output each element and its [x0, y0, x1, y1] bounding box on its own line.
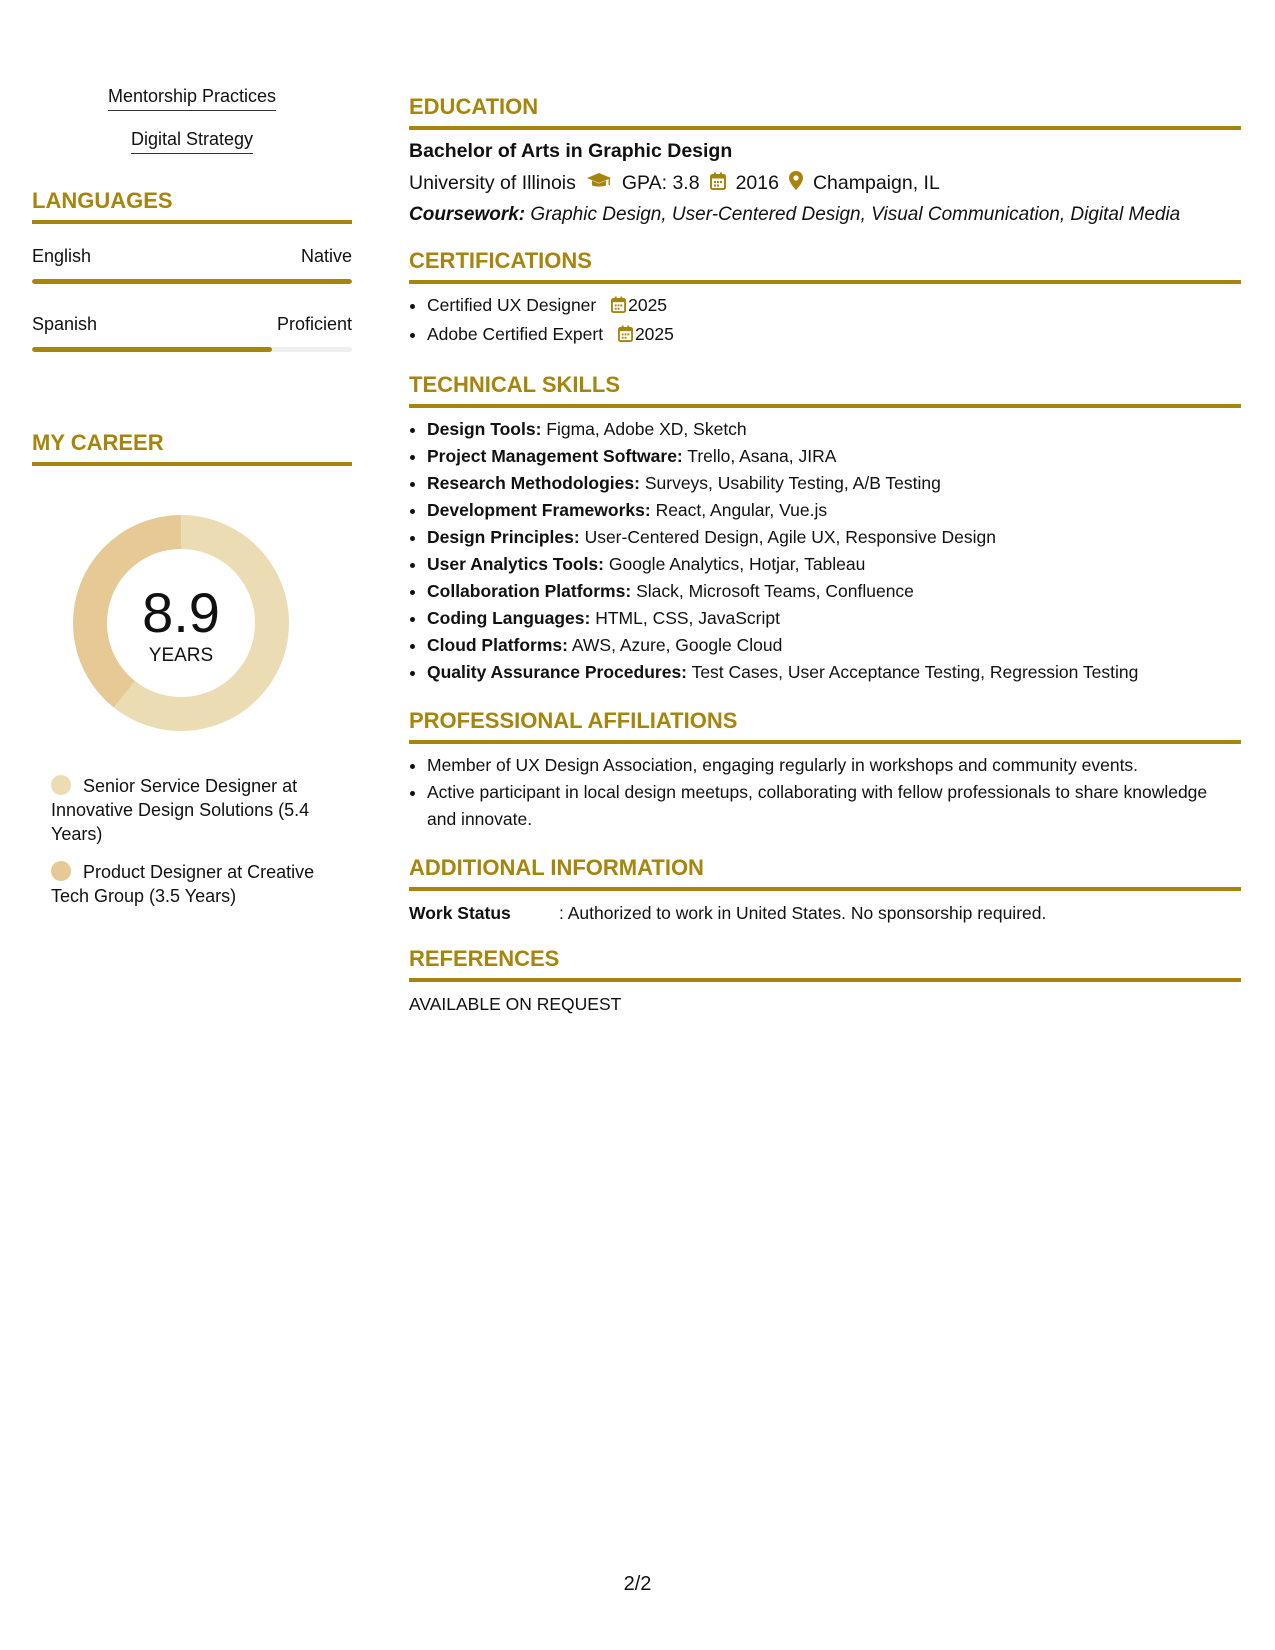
skill-label: Design Tools:	[427, 419, 542, 439]
additional-info-section	[409, 855, 1241, 924]
coursework-label: Coursework:	[409, 204, 526, 225]
languages-title: LANGUAGES	[32, 188, 352, 224]
work-status-row	[409, 903, 1241, 924]
skill-value: Test Cases, User Acceptance Testing, Regression Testing	[691, 662, 1139, 682]
certifications-section	[409, 248, 1241, 350]
skill-item	[427, 578, 1241, 605]
language-proficiency-fill	[32, 347, 272, 352]
technical-skills-title: TECHNICAL SKILLS	[409, 372, 1241, 408]
affiliation-item: • Member of UX Design Association, engaging regularly in workshops and community events.	[427, 752, 1241, 779]
sidebar	[32, 86, 352, 922]
language-item	[32, 314, 352, 352]
skill-tag	[32, 86, 352, 111]
certification-year: 2025	[628, 295, 668, 315]
main-content	[409, 94, 1241, 1015]
calendar-icon	[611, 294, 626, 321]
education-title: EDUCATION	[409, 94, 1241, 130]
work-status-value: : Authorized to work in United States. No sponsorship required.	[559, 903, 1047, 923]
skill-value: React, Angular, Vue.js	[655, 500, 828, 520]
affiliations-title: PROFESSIONAL AFFILIATIONS	[409, 708, 1241, 744]
references-text: AVAILABLE ON REQUEST	[409, 994, 622, 1014]
references-section	[409, 946, 1241, 1015]
career-total-value: 8.9	[142, 581, 220, 644]
language-name: English	[32, 246, 92, 266]
skill-label: Development Frameworks:	[427, 500, 651, 520]
career-legend	[32, 774, 352, 908]
skill-item	[427, 497, 1241, 524]
certifications-title: CERTIFICATIONS	[409, 248, 1241, 284]
skill-value: Slack, Microsoft Teams, Confluence	[636, 581, 914, 601]
career-legend-label: Senior Service Designer at Innovative Design Solutions (5.4 Years)	[51, 776, 310, 844]
career-total-unit: YEARS	[148, 645, 214, 666]
skill-label: User Analytics Tools:	[427, 554, 604, 574]
skill-value: HTML, CSS, JavaScript	[595, 608, 780, 628]
skill-value: Surveys, Usability Testing, A/B Testing	[644, 473, 941, 493]
skill-item	[427, 524, 1241, 551]
education-details	[409, 171, 1241, 196]
skill-value: AWS, Azure, Google Cloud	[571, 635, 783, 655]
skill-item	[427, 551, 1241, 578]
skill-value: Google Analytics, Hotjar, Tableau	[608, 554, 866, 574]
skill-label: Design Principles:	[427, 527, 580, 547]
career-legend-item	[51, 860, 352, 908]
skill-item	[427, 443, 1241, 470]
skill-label: Research Methodologies:	[427, 473, 640, 493]
career-legend-dot	[51, 861, 71, 881]
graduation-cap-icon	[586, 172, 612, 196]
certification-item	[427, 321, 1241, 350]
language-level: Proficient	[276, 314, 352, 334]
language-proficiency-fill	[32, 279, 352, 284]
skill-label: Coding Languages:	[427, 608, 591, 628]
skill-tag-label: Mentorship Practices	[108, 86, 276, 111]
location-pin-icon	[789, 171, 803, 196]
skill-label: Project Management Software:	[427, 446, 683, 466]
skill-value: User-Centered Design, Agile UX, Responsive Design	[584, 527, 997, 547]
skill-value: Trello, Asana, JIRA	[687, 446, 837, 466]
education-coursework	[409, 204, 1241, 226]
certification-name: Certified UX Designer	[427, 295, 597, 315]
education-school: University of Illinois	[409, 172, 576, 194]
calendar-icon	[618, 323, 633, 350]
additional-info-title: ADDITIONAL INFORMATION	[409, 855, 1241, 891]
language-item	[32, 246, 352, 284]
coursework-value: Graphic Design, User-Centered Design, Visual Communication, Digital Media	[530, 204, 1181, 225]
skill-item	[427, 470, 1241, 497]
skill-value: Figma, Adobe XD, Sketch	[546, 419, 747, 439]
career-title: MY CAREER	[32, 430, 352, 466]
education-gpa: GPA: 3.8	[621, 172, 700, 194]
education-year: 2016	[735, 172, 779, 194]
certification-year: 2025	[634, 324, 674, 344]
skill-label: Collaboration Platforms:	[427, 581, 632, 601]
skill-item	[427, 416, 1241, 443]
skill-item	[427, 632, 1241, 659]
career-legend-label: Product Designer at Creative Tech Group (3.5 Years)	[51, 862, 315, 906]
skill-label: Cloud Platforms:	[427, 635, 568, 655]
education-section	[409, 94, 1241, 226]
language-name: Spanish	[32, 314, 98, 334]
references-title: REFERENCES	[409, 946, 1241, 982]
affiliation-item: • Active participant in local design meetups, collaborating with fellow professionals to share knowledge and innovate.	[427, 779, 1241, 833]
skill-item	[427, 659, 1241, 686]
language-level: Native	[300, 246, 352, 266]
certification-item	[427, 292, 1241, 321]
skill-tag-label: Digital Strategy	[131, 129, 253, 154]
language-proficiency-bar	[32, 279, 352, 284]
page-number: 2/2	[623, 1573, 652, 1595]
work-status-label: Work Status	[409, 903, 511, 923]
affiliations-section	[409, 708, 1241, 833]
career-legend-item	[51, 774, 352, 846]
career-donut-chart	[66, 508, 296, 738]
certification-name: Adobe Certified Expert	[427, 324, 604, 344]
skill-label: Quality Assurance Procedures:	[427, 662, 688, 682]
skill-item	[427, 605, 1241, 632]
career-legend-dot	[51, 775, 71, 795]
education-location: Champaign, IL	[812, 172, 940, 194]
education-degree: Bachelor of Arts in Graphic Design	[409, 140, 733, 162]
technical-skills-section	[409, 372, 1241, 686]
skill-tag	[32, 129, 352, 154]
language-proficiency-bar	[32, 347, 352, 352]
calendar-icon	[710, 172, 726, 196]
